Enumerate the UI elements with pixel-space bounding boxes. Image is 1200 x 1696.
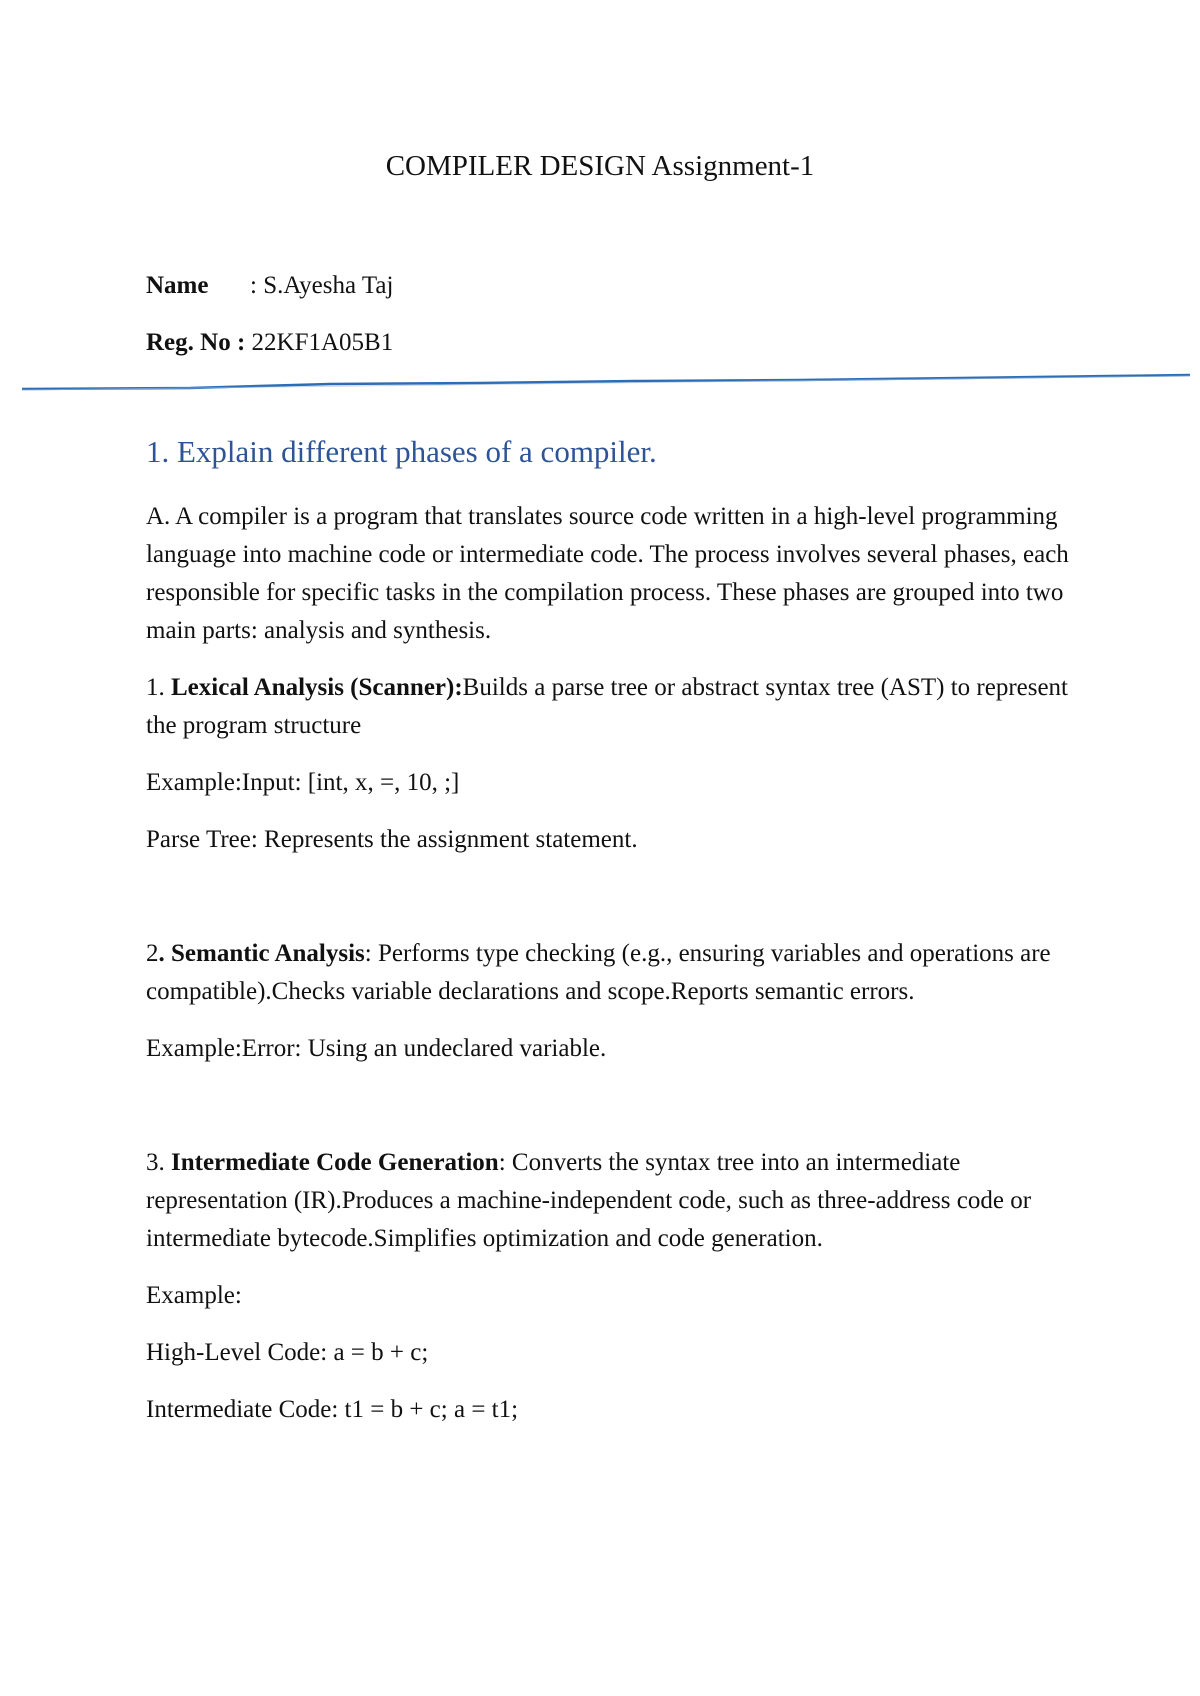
phase-description: : Performs type checking (e.g., ensuring variables and operations are compatible).Checks variable declarations and scope.Reports semantic errors. bbox=[146, 940, 1051, 1005]
phase-title: . Semantic Analysis bbox=[158, 940, 365, 967]
name-label: Name bbox=[146, 272, 209, 299]
answer-intro: A. A compiler is a program that translates source code written in a high-level programming language into machine code or intermediate code. The process involves several phases, each responsible for specific tasks in the compilation process. These phases are grouped into two main parts: analysis and synthesis. bbox=[146, 503, 1069, 644]
phase-1 bbox=[146, 669, 1076, 745]
phase-number: 1. bbox=[146, 674, 171, 701]
question-text: Explain different phases of a compiler. bbox=[177, 434, 657, 469]
example-line: Intermediate Code: t1 = b + c; a = t1; bbox=[146, 1396, 519, 1423]
phase-title: Intermediate Code Generation bbox=[171, 1149, 499, 1176]
example-line: Parse Tree: Represents the assignment statement. bbox=[146, 826, 638, 853]
phase-2 bbox=[146, 935, 1076, 1011]
reg-label: Reg. No : bbox=[146, 329, 246, 356]
example-line: High-Level Code: a = b + c; bbox=[146, 1339, 429, 1366]
phase-description: : Converts the syntax tree into an intermediate representation (IR).Produces a machine-independent code, such as three-address code or intermediate bytecode.Simplifies optimization and code generation. bbox=[146, 1149, 1032, 1252]
phase-number: 2 bbox=[146, 940, 159, 967]
question-number: 1. bbox=[146, 434, 170, 469]
phase-3 bbox=[146, 1144, 1076, 1258]
phase-title: Lexical Analysis (Scanner): bbox=[171, 674, 463, 701]
header-divider bbox=[0, 0, 1200, 400]
reg-number: 22KF1A05B1 bbox=[251, 329, 394, 356]
question-heading bbox=[146, 432, 657, 472]
example-line: Example:Input: [int, x, =, 10, ;] bbox=[146, 769, 460, 796]
phase-number: 3. bbox=[146, 1149, 171, 1176]
name-separator: : bbox=[250, 272, 264, 299]
student-name: S.Ayesha Taj bbox=[263, 272, 394, 299]
example-line: Example:Error: Using an undeclared variable. bbox=[146, 1035, 607, 1062]
example-line: Example: bbox=[146, 1282, 242, 1309]
phase-description: Builds a parse tree or abstract syntax tree (AST) to represent the program structure bbox=[146, 674, 1069, 739]
answer-body bbox=[146, 498, 1076, 1448]
document-title: COMPILER DESIGN Assignment-1 bbox=[385, 150, 815, 182]
